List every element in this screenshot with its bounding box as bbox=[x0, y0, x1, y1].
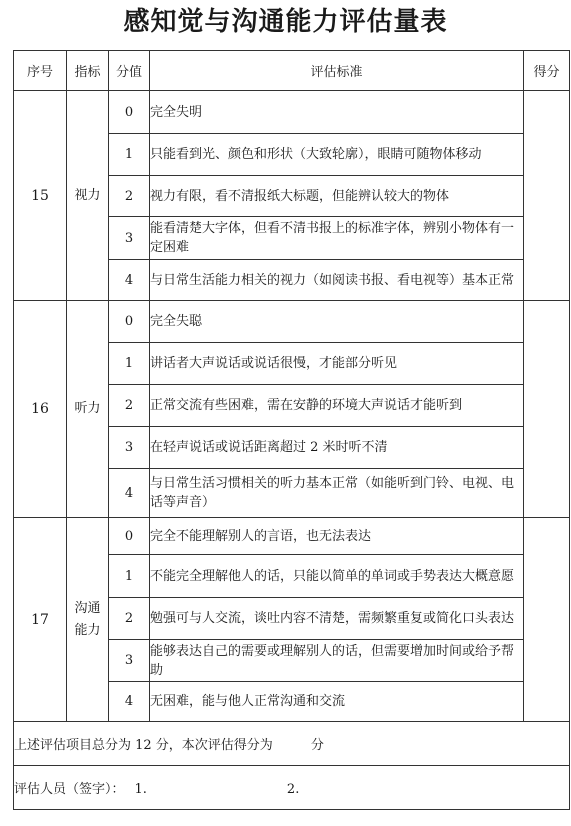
score-value: 1 bbox=[109, 134, 150, 176]
score-value: 2 bbox=[109, 598, 150, 640]
criteria-text: 能够表达自己的需要或理解别人的话，但需要增加时间或给予帮助 bbox=[150, 640, 524, 682]
result-cell[interactable] bbox=[524, 518, 570, 722]
item-indicator bbox=[67, 518, 109, 722]
item-number: 17 bbox=[14, 518, 67, 722]
total-score-cell bbox=[14, 722, 570, 766]
table-header-row bbox=[14, 51, 570, 91]
score-value: 1 bbox=[109, 555, 150, 598]
score-value: 0 bbox=[109, 91, 150, 134]
criteria-text: 在轻声说话或说话距离超过 2 米时听不清 bbox=[150, 427, 524, 469]
criteria-text: 讲话者大声说话或说话很慢，才能部分听见 bbox=[150, 343, 524, 385]
criteria-text: 视力有限，看不清报纸大标题，但能辨认较大的物体 bbox=[150, 176, 524, 217]
item-indicator: 视力 bbox=[67, 91, 109, 301]
criteria-text: 只能看到光、颜色和形状（大致轮廓），眼睛可随物体移动 bbox=[150, 134, 524, 176]
score-value: 3 bbox=[109, 427, 150, 469]
criteria-text: 能看清楚大字体，但看不清书报上的标准字体，辨别小物体有一定困难 bbox=[150, 217, 524, 260]
assessor-cell bbox=[14, 766, 570, 810]
item-number: 15 bbox=[14, 91, 67, 301]
table-row bbox=[14, 301, 570, 343]
total-score-suffix: 分 bbox=[310, 738, 324, 753]
header-seq: 序号 bbox=[14, 51, 67, 91]
indicator-line-2: 能力 bbox=[74, 622, 101, 638]
result-cell[interactable] bbox=[524, 91, 570, 301]
header-indicator: 指标 bbox=[67, 51, 109, 91]
score-value: 0 bbox=[109, 518, 150, 555]
header-criteria: 评估标准 bbox=[150, 51, 524, 91]
score-value: 2 bbox=[109, 176, 150, 217]
score-value: 1 bbox=[109, 343, 150, 385]
score-value: 2 bbox=[109, 385, 150, 427]
total-score-row bbox=[14, 722, 570, 766]
result-cell[interactable] bbox=[524, 301, 570, 518]
criteria-text: 与日常生活习惯相关的听力基本正常（如能听到门铃、电视、电话等声音） bbox=[150, 469, 524, 518]
criteria-text: 完全不能理解别人的言语，也无法表达 bbox=[150, 518, 524, 555]
item-indicator: 听力 bbox=[67, 301, 109, 518]
score-value: 4 bbox=[109, 260, 150, 301]
assessor-row bbox=[14, 766, 570, 810]
score-value: 3 bbox=[109, 217, 150, 260]
criteria-text: 与日常生活能力相关的视力（如阅读书报、看电视等）基本正常 bbox=[150, 260, 524, 301]
score-value: 4 bbox=[109, 682, 150, 722]
table-row bbox=[14, 91, 570, 134]
signature-2: 2. bbox=[286, 782, 300, 797]
criteria-text: 不能完全理解他人的话，只能以简单的单词或手势表达大概意愿 bbox=[150, 555, 524, 598]
indicator-line-1: 沟通 bbox=[74, 600, 101, 616]
header-result: 得分 bbox=[524, 51, 570, 91]
criteria-text: 完全失明 bbox=[150, 91, 524, 134]
criteria-text: 勉强可与人交流，谈吐内容不清楚，需频繁重复或简化口头表达 bbox=[150, 598, 524, 640]
criteria-text: 完全失聪 bbox=[150, 301, 524, 343]
criteria-text: 无困难，能与他人正常沟通和交流 bbox=[150, 682, 524, 722]
criteria-text: 正常交流有些困难，需在安静的环境大声说话才能听到 bbox=[150, 385, 524, 427]
page-title: 感知觉与沟通能力评估量表 bbox=[123, 7, 448, 37]
score-value: 3 bbox=[109, 640, 150, 682]
assessor-label: 评估人员（签字）： bbox=[14, 782, 125, 797]
score-value: 0 bbox=[109, 301, 150, 343]
table-row bbox=[14, 518, 570, 555]
item-number: 16 bbox=[14, 301, 67, 518]
total-score-prefix: 上述评估项目总分为 12 分，本次评估得分为 bbox=[14, 738, 273, 753]
signature-1: 1. bbox=[134, 782, 147, 797]
score-value: 4 bbox=[109, 469, 150, 518]
assessment-table bbox=[13, 50, 570, 810]
header-score: 分值 bbox=[109, 51, 150, 91]
